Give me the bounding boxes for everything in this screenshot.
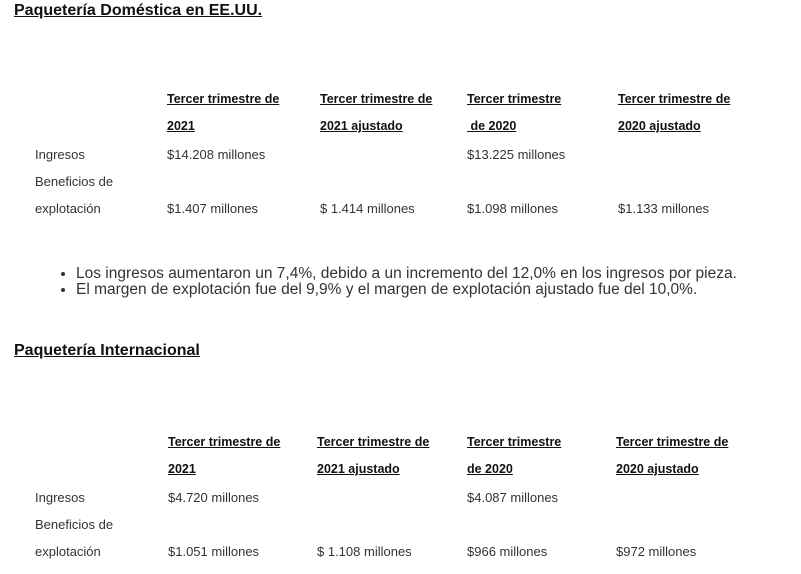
intl-profit-q3-2020-adj: $972 millones xyxy=(616,544,697,559)
intl-header-q3-2021-line1: Tercer trimestre de xyxy=(168,435,281,449)
intl-row-label-operating-profit-line2: explotación xyxy=(35,544,101,559)
domestic-header-q3-2021-line2: 2021 xyxy=(167,119,195,133)
intl-row-label-operating-profit-line1: Beneficios de xyxy=(35,517,114,532)
intl-profit-q3-2021: $1.051 millones xyxy=(168,544,260,559)
domestic-bullet-margin: • El margen de explotación fue del 9,9% y el margen de explotación ajustado fue del 10,0%. xyxy=(76,282,737,298)
intl-profit-q3-2021-adj: $ 1.108 millones xyxy=(317,544,412,559)
domestic-bullet-list xyxy=(34,266,737,298)
domestic-header-q3-2021-line1: Tercer trimestre de xyxy=(167,92,280,106)
domestic-profit-q3-2021-adj: $ 1.414 millones xyxy=(320,201,415,216)
intl-header-q3-2020-adj-line1: Tercer trimestre de xyxy=(616,435,729,449)
domestic-header-q3-2020-adj-line1: Tercer trimestre de xyxy=(618,92,731,106)
domestic-bullet-revenue: • Los ingresos aumentaron un 7,4%, debido a un incremento del 12,0% en los ingresos por pieza. xyxy=(76,266,737,282)
domestic-row-label-revenue: Ingresos xyxy=(35,147,85,162)
domestic-row-label-operating-profit-line2: explotación xyxy=(35,201,101,216)
intl-revenue-q3-2021: $4.720 millones xyxy=(168,490,260,505)
intl-header-q3-2021-adj-line2: 2021 ajustado xyxy=(317,462,400,476)
domestic-revenue-q3-2021: $14.208 millones xyxy=(167,147,266,162)
domestic-header-q3-2020-line2: de 2020 xyxy=(467,119,517,133)
domestic-header-q3-2021-adj-line1: Tercer trimestre de xyxy=(320,92,433,106)
intl-header-q3-2020-adj-line2: 2020 ajustado xyxy=(616,462,699,476)
domestic-profit-q3-2021: $1.407 millones xyxy=(167,201,259,216)
intl-header-q3-2020-line1: Tercer trimestre xyxy=(467,435,562,449)
domestic-row-label-operating-profit-line1: Beneficios de xyxy=(35,174,114,189)
intl-row-label-revenue: Ingresos xyxy=(35,490,85,505)
domestic-header-q3-2021-adj-line2: 2021 ajustado xyxy=(320,119,403,133)
intl-header-q3-2021-line2: 2021 xyxy=(168,462,196,476)
domestic-profit-q3-2020-adj: $1.133 millones xyxy=(618,201,710,216)
domestic-header-q3-2020-line1: Tercer trimestre xyxy=(467,92,562,106)
domestic-revenue-q3-2020: $13.225 millones xyxy=(467,147,566,162)
intl-header-q3-2020-line2: de 2020 xyxy=(467,462,513,476)
intl-header-q3-2021-adj-line1: Tercer trimestre de xyxy=(317,435,430,449)
domestic-header-q3-2020-adj-line2: 2020 ajustado xyxy=(618,119,701,133)
domestic-section-title: Paquetería Doméstica en EE.UU. xyxy=(14,2,263,19)
intl-revenue-q3-2020: $4.087 millones xyxy=(467,490,559,505)
intl-profit-q3-2020: $966 millones xyxy=(467,544,548,559)
international-section-title: Paquetería Internacional xyxy=(14,342,200,359)
domestic-profit-q3-2020: $1.098 millones xyxy=(467,201,559,216)
